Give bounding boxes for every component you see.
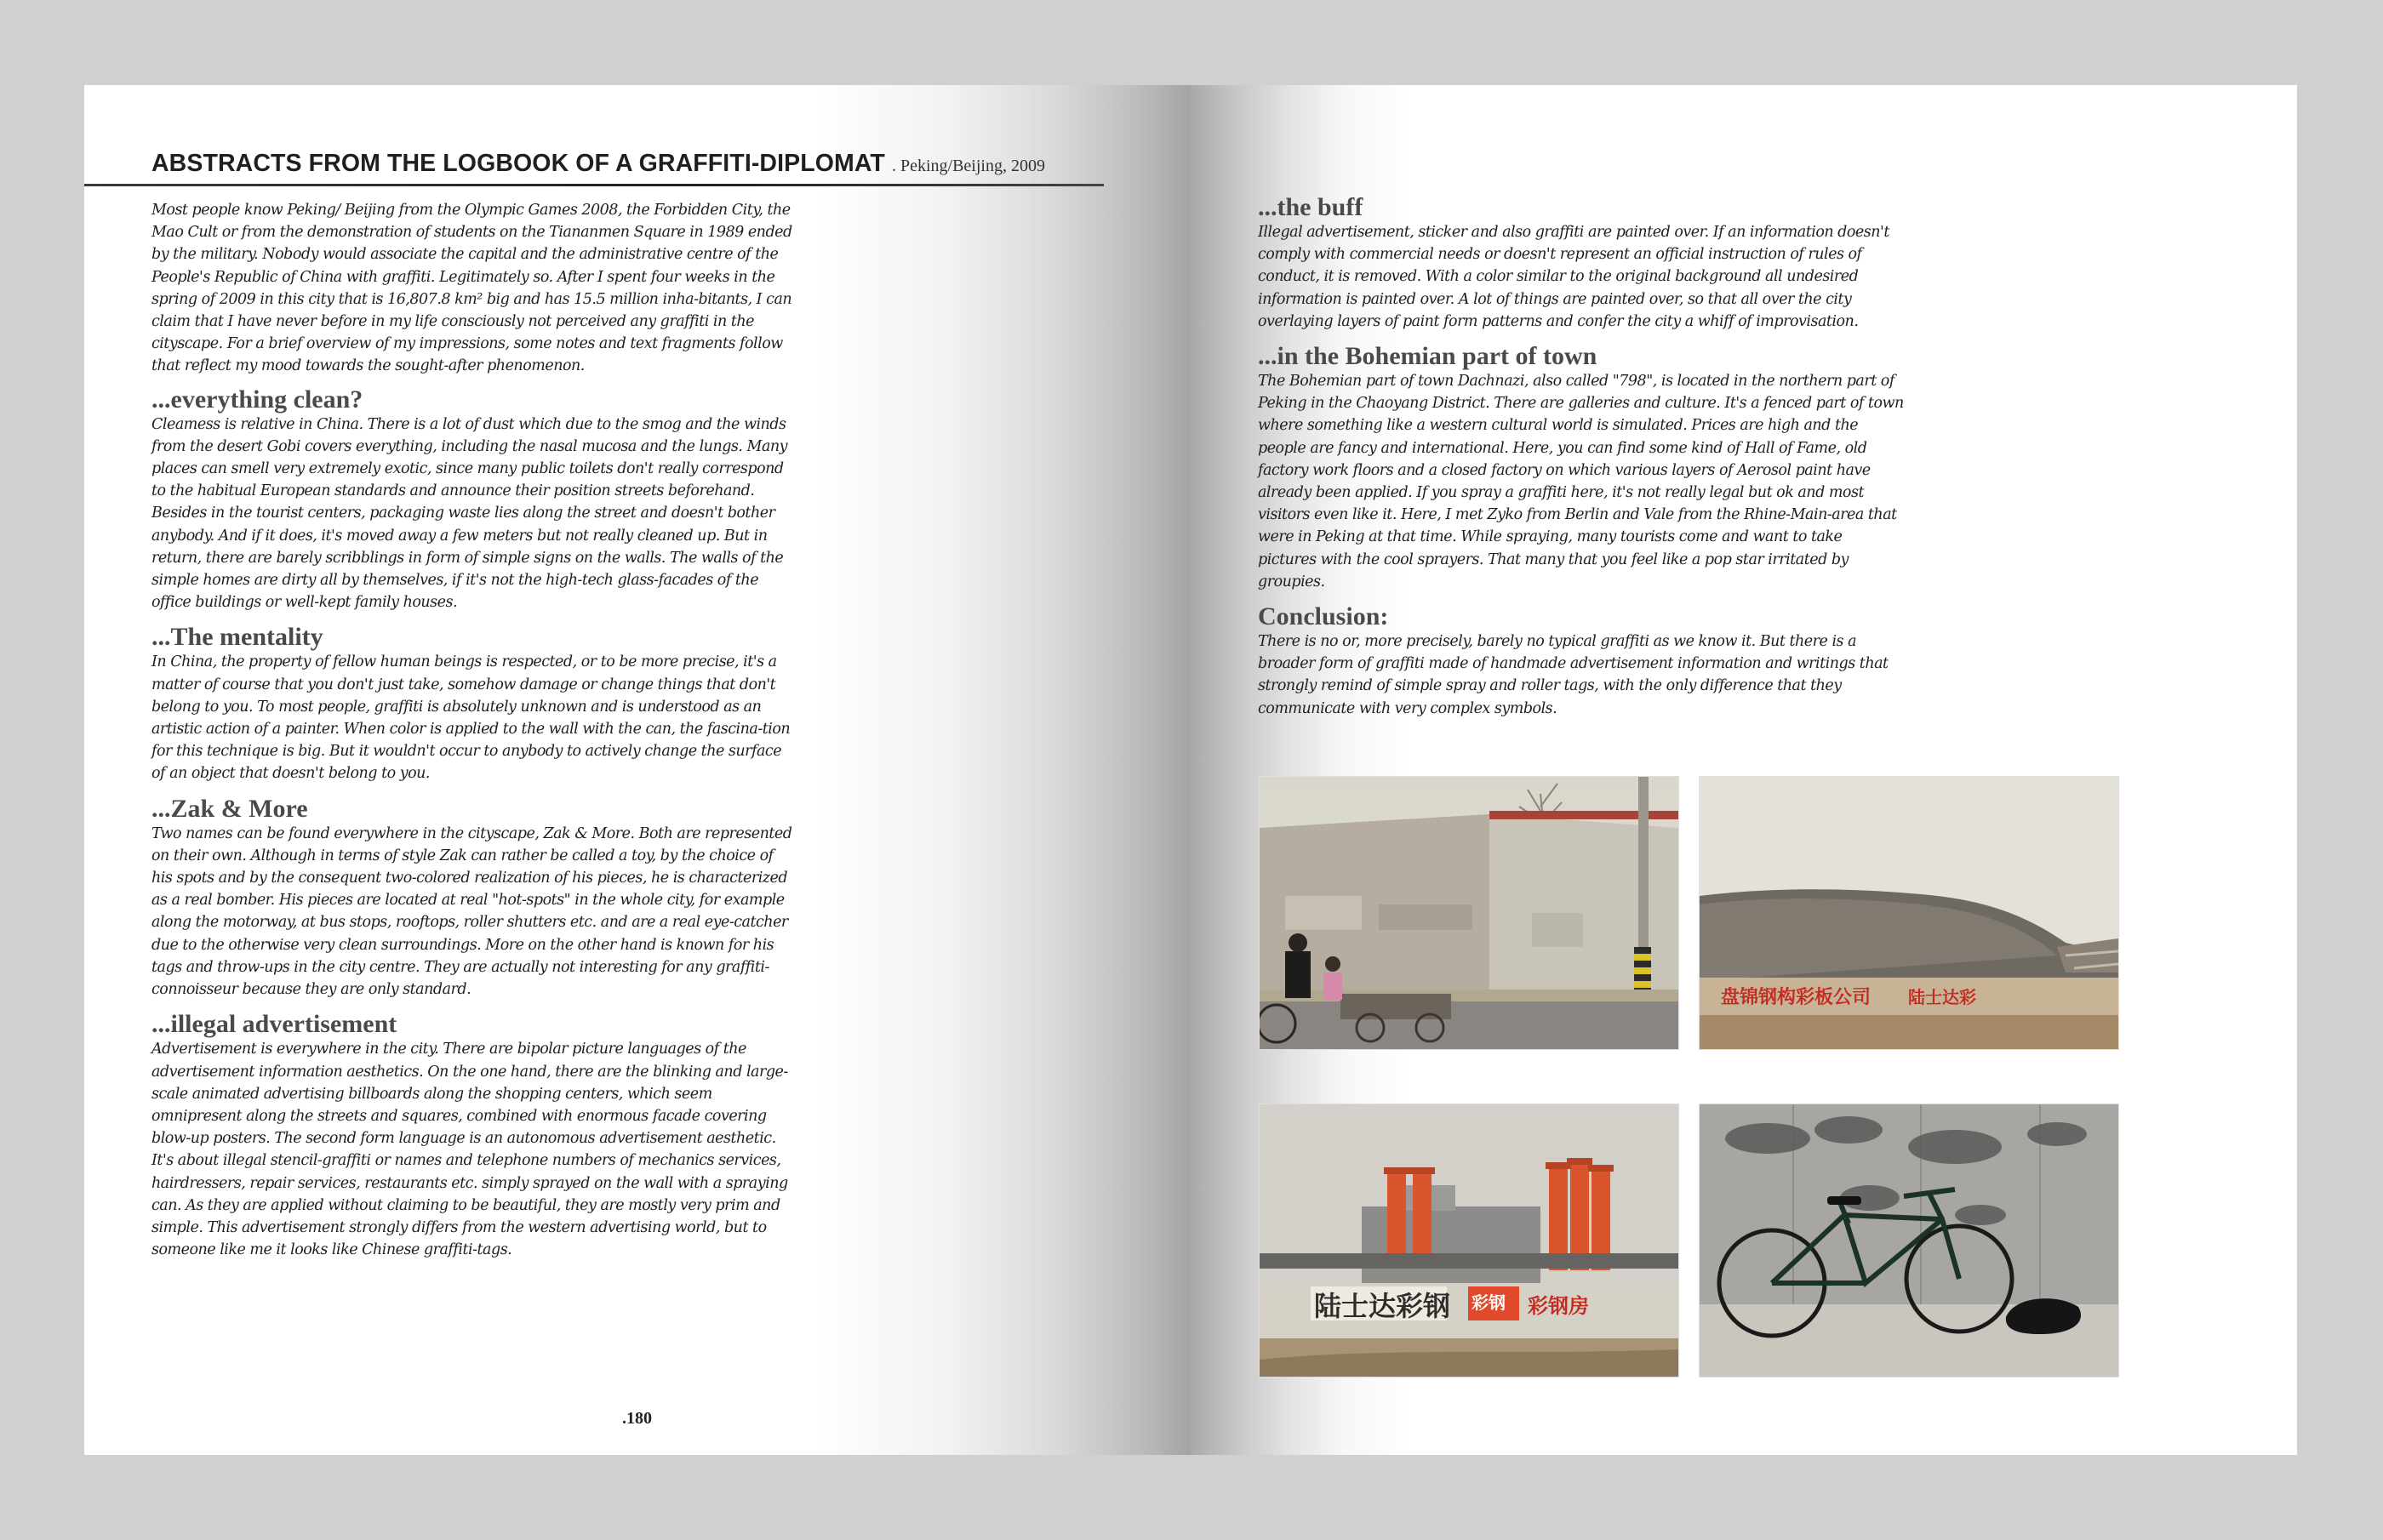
photo-silo-factory [1259, 1104, 1679, 1377]
photo-wall-cyclist [1259, 776, 1679, 1050]
article-subtitle: . Peking/Beijing, 2009 [891, 157, 1045, 175]
section-everything-clean [151, 386, 798, 614]
photo-bicycle [1699, 1104, 2119, 1377]
wall-sign-text: 彩钢房 [1528, 1294, 1589, 1318]
wall-sign-text: 陆士达彩钢 [1314, 1290, 1451, 1322]
intro-paragraph: Most people know Peking/ Beijing from the Olympic Games 2008, the Forbidden City, the Mao Cult or from the demonstration of students on the Tiananmen Square in 1989 ended by the military. Nobody would associate the capital and the administrative centre of the People's Republic of China with graffiti. Legitimately so. After I spent four weeks in the spring of 2009 in this city that is 16,807.8 km² big and has 15.5 million inha-bitants, I can claim that I have never before in my life consciously not perceived any graffiti in the cityscape. For a brief overview of my impressions, some notes and text fragments follow that reflect my mood towards the sought-after phenomenon. [151, 202, 792, 375]
wall-sign-text: 彩钢 [1472, 1292, 1506, 1313]
right-page [1191, 85, 2297, 1455]
left-text-column [151, 199, 798, 1271]
article-title-main: ABSTRACTS FROM THE LOGBOOK OF A GRAFFITI-DIPLOMAT [151, 150, 885, 177]
section-body: Illegal advertisement, sticker and also graffiti are painted over. If an information doesn't comply with commercial needs or doesn't represent an official instruction of rules of conduct, it is removed. With a color similar to the original background all undesired information is painted over. A lot of things are painted over, so that all over the city overlaying layers of paint form patterns and confer the city a whiff of improvisation. [1258, 224, 1889, 330]
left-page [84, 85, 1191, 1455]
section-heading: ...everything clean? [151, 385, 363, 414]
section-heading: Conclusion: [1258, 602, 1389, 631]
section-heading: ...illegal advertisement [151, 1010, 397, 1039]
section-bohemian [1258, 343, 1905, 593]
photo-wall-cyclist-image [1260, 777, 1678, 1049]
page-number: .180 [622, 1409, 652, 1428]
header-rule [84, 184, 1104, 186]
section-the-buff [1258, 194, 1905, 333]
section-heading: ...Zak & More [151, 794, 308, 823]
section-conclusion [1258, 603, 1905, 720]
photo-silo-factory-image [1260, 1104, 1678, 1377]
section-heading: ...The mentality [151, 623, 323, 652]
section-body: Advertisement is everywhere in the city. There are bipolar picture languages of the advertisement information aesthetics. On the one hand, there are the blinking and large-scale animated advertising billboards along the shopping centers, which seem omnipresent along the streets and squares, combined with enormous facade covering blow-up posters. The second form language is an autonomous advertisement aesthetic. It's about illegal stencil-graffiti or names and telephone numbers of mechanics services, hairdressers, repair services, restaurants etc. simply sprayed on the wall with a spraying can. As they are applied without claiming to be beautiful, they are mostly very prim and simple. This advertisement strongly differs from the western advertising world, but to someone like me it looks like Chinese graffiti-tags. [151, 1041, 788, 1259]
section-body: There is no or, more precisely, barely no typical graffiti as we know it. But there is a broader form of graffiti made of handmade advertisement information and writings that strongly remind of simple spray and roller tags, with the only difference that they communicate with very complex symbols. [1258, 633, 1889, 717]
book-spread [84, 85, 2297, 1455]
section-heading: ...the buff [1258, 193, 1363, 221]
photo-gravel-wall [1699, 776, 2119, 1050]
section-body: In China, the property of fellow human beings is respected, or to be more precise, it's a matter of course that you don't just take, somehow damage or change things that don't belong to you. To most people, graffiti is absolutely unknown and is understood as an artistic action of a painter. When color is applied to the wall with the can, the fascina-tion for this technique is big. But it wouldn't occur to anybody to actively change the surface of an object that doesn't belong to you. [151, 653, 791, 783]
section-zak-more [151, 796, 798, 1001]
wall-sign-text: 盘锦钢构彩板公司 [1721, 987, 1872, 1008]
section-heading: ...in the Bohemian part of town [1258, 342, 1597, 371]
right-text-column [1258, 194, 1905, 730]
section-body: Cleamess is relative in China. There is a lot of dust which due to the smog and the winds from the desert Gobi covers everything, including the nasal mucosa and the lungs. Many places can smell very extremely exotic, since many public toilets don't really correspond to the habitual European standards and announce their position streets beforehand. Besides in the tourist centers, packaging waste lies along the street and doesn't bother anybody. And if it does, it's moved away a few meters but not really cleaned up. But in return, there are barely scribblings in form of simple signs on the walls. The walls of the simple homes are dirty all by themselves, if it's not the high-tech glass-facades of the office buildings or well-kept family houses. [151, 415, 788, 612]
photo-bicycle-image [1700, 1104, 2118, 1377]
photo-gravel-wall-image [1700, 777, 2118, 1049]
article-title [151, 150, 1045, 178]
section-body: Two names can be found everywhere in the cityscape, Zak & More. Both are represented on their own. Although in terms of style Zak can rather be called a toy, by the choice of his spots and by the consequent two-colored realization of his pieces, he is characterized as a real bomber. His pieces are located at real "hot-spots" in the whole city, for example along the motorway, at bus stops, rooftops, roller shutters etc. and are a real eye-catcher due to the otherwise very clean surroundings. More on the other hand is known for his tags and throw-ups in the city centre. They are actually not interesting for any graffiti-connoisseur because they are only standard. [151, 824, 792, 999]
section-mentality [151, 624, 798, 784]
section-body: The Bohemian part of town Dachnazi, also called "798", is located in the northern part of Peking in the Chaoyang District. There are galleries and culture. It's a fenced part of town where something like a western cultural world is simulated. Prices are high and the people are fancy and international. Here, you can find some kind of Hall of Fame, old factory work floors and a closed factory on which various layers of Aerosol paint have already been applied. If you spray a graffiti here, it's not really legal but ok and most visitors even like it. Here, I met Zyko from Berlin and Vale from the Rhine-Main-area that were in Peking at that time. While spraying, many tourists come and want to take pictures with the cool sprayers. That many that you feel like a pop star irritated by groupies. [1258, 373, 1904, 590]
wall-sign-text: 陆士达彩 [1908, 987, 1976, 1007]
section-illegal-advertisement [151, 1011, 798, 1261]
